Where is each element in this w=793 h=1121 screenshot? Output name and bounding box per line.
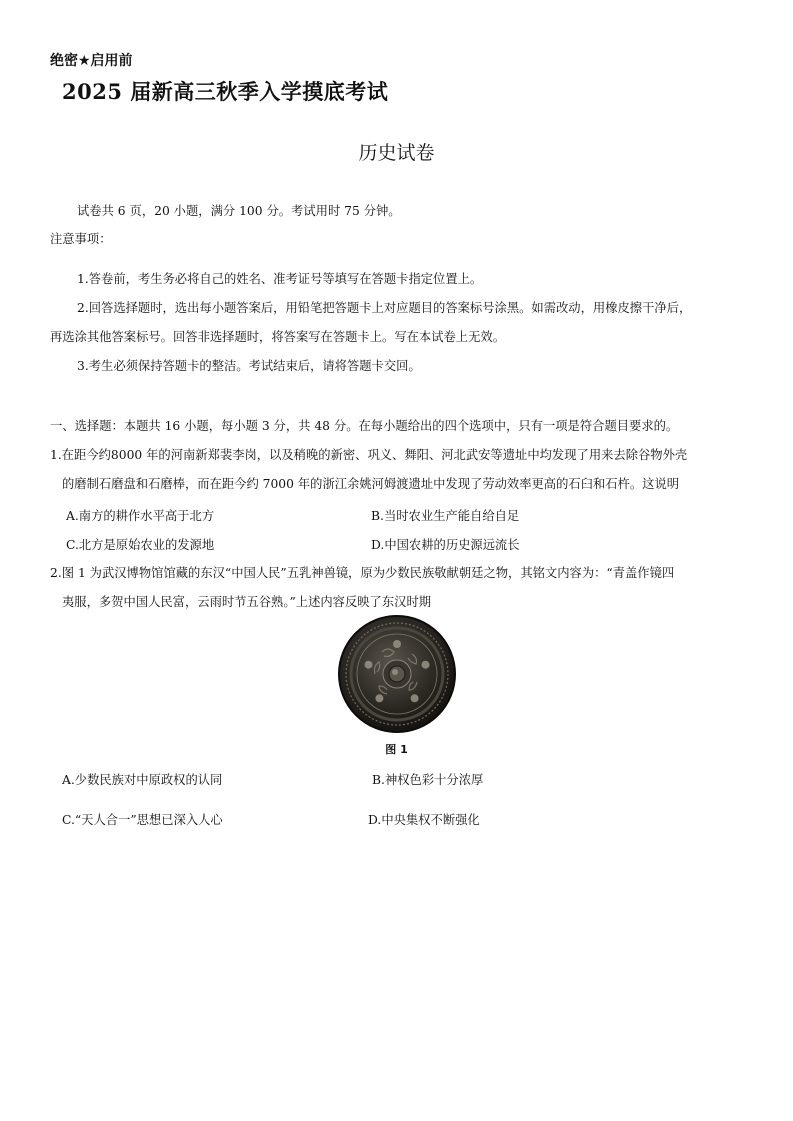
exam-title: 2025 届新高三秋季入学摸底考试 — [62, 79, 389, 104]
figure-1-caption: 图 1 — [385, 743, 408, 756]
bronze-mirror-image — [337, 614, 457, 734]
notice-item-3: 3.考生必须保持答题卡的整洁。考试结束后，请将答题卡交回。 — [77, 359, 421, 373]
confidential-label: 绝密★启用前 — [50, 53, 133, 69]
question-2-stem-line2: 夷服，多贺中国人民富，云雨时节五谷熟。”上述内容反映了东汉时期 — [62, 595, 432, 609]
question-1-option-b: B.当时农业生产能自给自足 — [371, 509, 520, 523]
section-heading: 一、选择题：本题共 16 小题，每小题 3 分，共 48 分。在每小题给出的四个选项中，只有一项是符合题目要求的。 — [50, 419, 679, 433]
question-2-stem-line1: 2.图 1 为武汉博物馆馆藏的东汉“中国人民”五乳神兽镜，原为少数民族敬献朝廷之物，其铭文内容为：“青盖作镜四 — [50, 566, 675, 580]
question-1-stem-line2: 的磨制石磨盘和石磨棒，而在距今约 7000 年的浙江余姚河姆渡遗址中发现了劳动效率更高的石臼和石杵。这说明 — [62, 477, 680, 491]
question-2-option-a: A.少数民族对中原政权的认同 — [62, 773, 223, 787]
question-2-option-c: C.“天人合一”思想已深入人心 — [62, 813, 223, 827]
bronze-mirror-graphic — [337, 614, 457, 734]
question-1-option-a: A.南方的耕作水平高于北方 — [66, 509, 215, 523]
notice-item-2-cont: 再选涂其他答案标号。回答非选择题时，将答案写在答题卡上。写在本试卷上无效。 — [50, 330, 505, 344]
notice-heading: 注意事项： — [50, 232, 112, 246]
question-2-option-d: D.中央集权不断强化 — [368, 813, 480, 827]
subject-title: 历史试卷 — [358, 142, 435, 164]
question-1-option-d: D.中国农耕的历史源远流长 — [371, 538, 520, 552]
question-1-option-c: C.北方是原始农业的发源地 — [66, 538, 215, 552]
question-1-stem-line1: 1.在距今约8000 年的河南新郑裴李岗，以及稍晚的新密、巩义、舞阳、河北武安等遗址中均发现了用来去除谷物外壳 — [50, 448, 688, 462]
exam-summary: 试卷共 6 页，20 小题，满分 100 分。考试用时 75 分钟。 — [77, 204, 401, 218]
notice-item-2: 2.回答选择题时，选出每小题答案后，用铅笔把答题卡上对应题目的答案标号涂黑。如需改动，用橡皮擦干净后， — [77, 301, 692, 315]
notice-item-1: 1.答卷前，考生务必将自己的姓名、准考证号等填写在答题卡指定位置上。 — [77, 272, 483, 286]
question-2-option-b: B.神权色彩十分浓厚 — [372, 773, 484, 787]
